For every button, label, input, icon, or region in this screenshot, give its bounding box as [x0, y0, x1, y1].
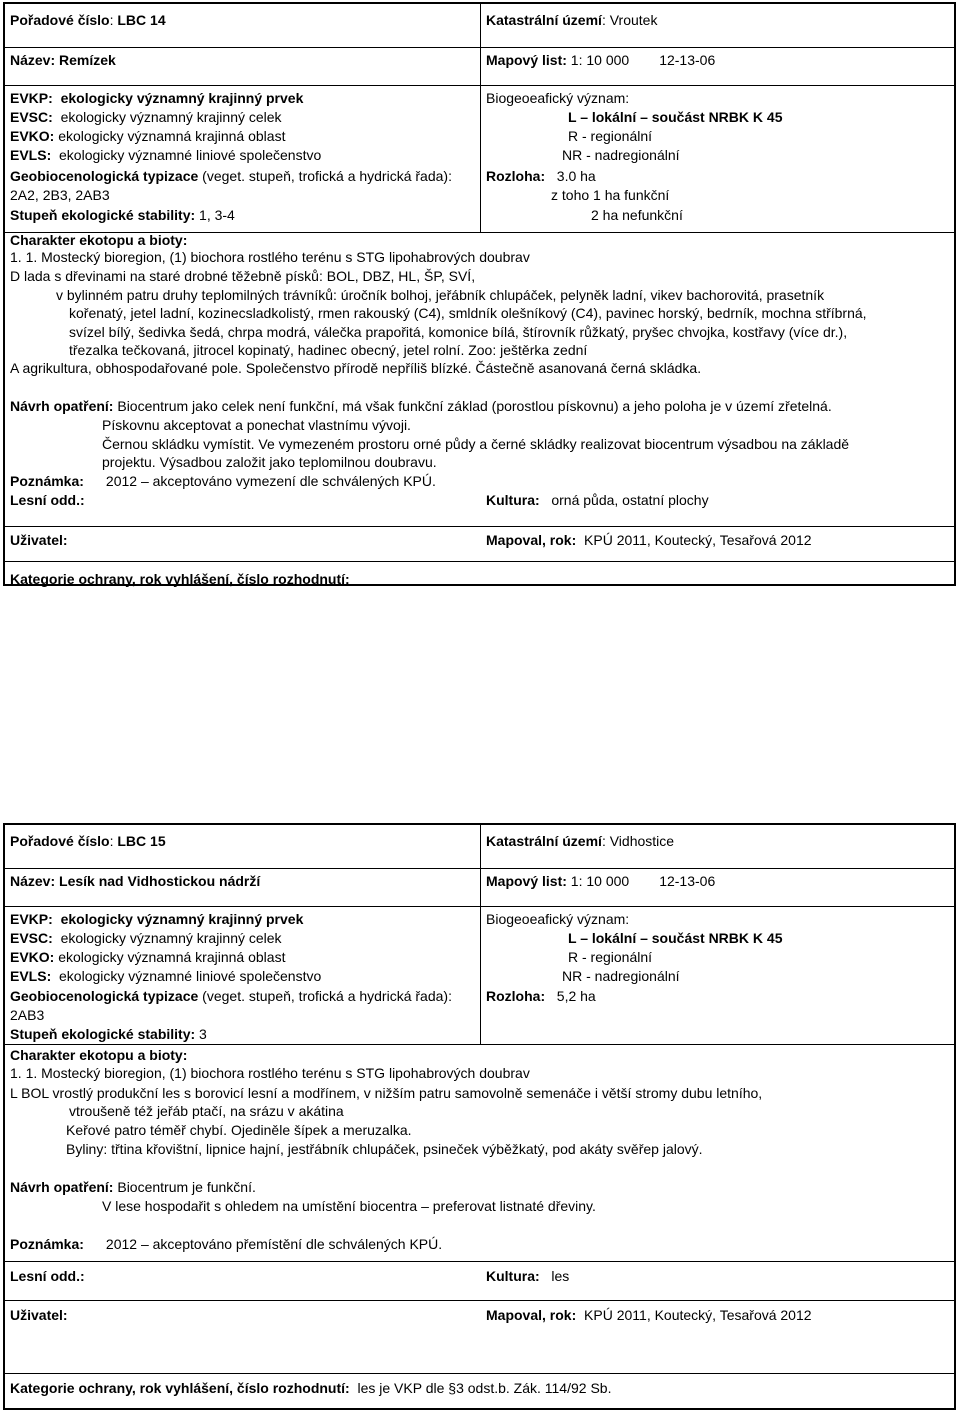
column-divider	[480, 868, 481, 906]
protection-category	[10, 1379, 611, 1397]
header-row	[5, 825, 954, 869]
habitat-line: kořenatý, jetel ladní, kozinecsladkolistý, rmen rakouský (C4), smldník olešníkový (C4), pavinec horský, bedrník, mochna stříbrná,	[69, 305, 867, 321]
habitat-line: Byliny: třtina křovištní, lipnice hajní, jestřábník chlupáček, psineček výběžkatý, pod akáty svěřep jalový.	[66, 1141, 703, 1157]
geo-label: Geobiocenologická typizace	[10, 988, 199, 1004]
user	[10, 531, 68, 549]
mapped-label: Mapoval, rok:	[486, 532, 577, 548]
evkp-line	[10, 89, 303, 108]
evls-line	[10, 967, 321, 986]
evko-label: EVKO:	[10, 128, 55, 144]
note	[10, 1235, 442, 1254]
description-row	[5, 1044, 954, 1262]
evkp-line	[10, 910, 303, 929]
evkp-label: EVKP:	[10, 90, 53, 106]
stability	[10, 1025, 207, 1044]
evkp-value: ekologicky významný krajinný prvek	[60, 911, 304, 927]
geo-label-detail: (veget. stupeň, trofická a hydrická řada):	[202, 988, 452, 1004]
column-divider	[480, 906, 481, 1044]
stability-value: 1, 3-4	[199, 207, 235, 223]
map-label: Mapový list:	[486, 873, 567, 889]
habitat-line: A agrikultura, obhospodařované pole. Společenstvo přírodě nepříliš blízké. Částečně asanovaná černá skládka.	[10, 360, 702, 376]
evko-line	[10, 127, 285, 146]
note	[10, 472, 436, 491]
header-row	[5, 4, 954, 48]
category-row	[5, 561, 954, 586]
habitat-line: 1. 1. Mostecký bioregion, (1) biochora rostlého terénu s STG lipohabrových doubrav	[10, 1065, 530, 1081]
map-sheet	[486, 51, 715, 69]
forest-label: Lesní odd.:	[10, 492, 85, 508]
evsc-line	[10, 108, 282, 127]
classification-row	[5, 85, 954, 233]
habitat-label	[10, 1046, 187, 1064]
evko-label: EVKO:	[10, 949, 55, 965]
evls-value: ekologicky významné liniové společenstvo	[59, 968, 322, 984]
name-label: Název:	[10, 52, 56, 68]
area-value: 3.0 ha	[556, 168, 596, 184]
id-value: LBC 15	[117, 833, 166, 849]
habitat-line: svízel bílý, šedivka šedá, chrpa modrá, válečka prapořitá, komonice bílá, štírovník růžkatý, pryšec chvojka, kostřavy (více dr.),	[69, 324, 848, 340]
culture	[486, 491, 709, 510]
area	[486, 167, 596, 186]
record-card-lbc14	[3, 2, 956, 586]
bio-supraregional: NR - nadregionální	[562, 968, 680, 984]
map-sheet	[486, 872, 715, 890]
id-label: Pořadové číslo	[10, 833, 110, 849]
forest-division	[10, 491, 85, 510]
mapped-by	[486, 531, 812, 549]
geo-label: Geobiocenologická typizace	[10, 168, 199, 184]
map-scale: 1: 10 000	[570, 873, 630, 889]
bio-supraregional: NR - nadregionální	[562, 147, 680, 163]
record-id: Pořadové číslo: LBC 14	[10, 12, 166, 28]
map-scale: 1: 10 000	[570, 52, 630, 68]
user	[10, 1306, 68, 1324]
geo-label-detail: (veget. stupeň, trofická a hydrická řada):	[202, 168, 452, 184]
measures-line: Černou skládku vymístit. Ve vymezeném prostoru orné půdy a černé skládky realizovat biocentrum výsadbou na základě	[102, 436, 850, 452]
measures-line: Pískovnu akceptovat a ponechat vlastnímu vývoji.	[102, 417, 411, 433]
measures-line: Biocentrum jako celek není funkční, má však funkční základ (porostlou pískovnu) a jeho poloha je v území zřetelná.	[117, 398, 832, 414]
mapped-by	[486, 1306, 812, 1324]
habitat-line: vtroušeně též jeřáb ptačí, na srázu v akátina	[69, 1103, 344, 1119]
bio-local-text: L – lokální – součást NRBK K 45	[568, 109, 783, 125]
cadastre-value: Vidhostice	[609, 833, 675, 849]
bio-local	[568, 929, 782, 948]
user-row	[5, 526, 954, 562]
area	[486, 987, 596, 1006]
mapped-label: Mapoval, rok:	[486, 1307, 577, 1323]
mapped-value: KPÚ 2011, Koutecký, Tesařová 2012	[584, 1307, 812, 1323]
culture	[486, 1267, 569, 1285]
area-functional: z toho 1 ha funkční	[551, 187, 670, 203]
cadastre-label: Katastrální území	[486, 12, 602, 28]
note-value: 2012 – akceptováno vymezení dle schválených KPÚ.	[105, 473, 436, 489]
habitat-line: v bylinném patru druhy teplomilných trávníků: úročník bolhoj, jeřábník chlupáček, pelyněk ladní, vikev bachorovitá, prasetník	[56, 287, 825, 303]
cadastre: Katastrální území: Vroutek	[486, 12, 658, 28]
forest-label: Lesní odd.:	[10, 1268, 85, 1284]
note-value: 2012 – akceptováno přemístění dle schválených KPÚ.	[105, 1236, 443, 1252]
record-name	[10, 872, 260, 890]
column-divider	[480, 85, 481, 232]
user-row	[5, 1300, 954, 1374]
column-divider	[480, 47, 481, 85]
evko-line	[10, 948, 285, 967]
mapped-value: KPÚ 2011, Koutecký, Tesařová 2012	[584, 532, 812, 548]
evkp-label: EVKP:	[10, 911, 53, 927]
forest-row	[5, 1261, 954, 1301]
habitat-line: L BOL vrostlý produkční les s borovicí lesní a modřínem, v nižším patru samovolně semenáče i větší stromy dubu letního,	[10, 1085, 763, 1101]
id-label: Pořadové číslo	[10, 12, 110, 28]
record-id: Pořadové číslo: LBC 15	[10, 833, 166, 849]
note-label: Poznámka:	[10, 1236, 84, 1252]
area-value: 5,2 ha	[556, 988, 596, 1004]
cadastre: Katastrální území: Vidhostice	[486, 833, 675, 849]
cadastre-value: Vroutek	[609, 12, 658, 28]
geo-typization	[10, 167, 452, 186]
map-sheet-number: 12-13-06	[659, 873, 716, 889]
evls-value: ekologicky významné liniové společenstvo	[59, 147, 322, 163]
evls-line	[10, 146, 321, 165]
stability-value: 3	[199, 1026, 207, 1042]
evsc-label: EVSC:	[10, 930, 53, 946]
geo-value: 2A2, 2B3, 2AB3	[10, 187, 110, 203]
stability-label: Stupeň ekologické stability:	[10, 207, 196, 223]
habitat-label-text: Charakter ekotopu a bioty:	[10, 232, 188, 248]
measures-label: Návrh opatření:	[10, 398, 114, 414]
culture-value: les	[551, 1268, 570, 1284]
category-label: Kategorie ochrany, rok vyhlášení, číslo rozhodnutí:	[10, 571, 350, 587]
name-value: Remízek	[59, 52, 116, 68]
measures-label: Návrh opatření:	[10, 1179, 114, 1195]
stability	[10, 206, 235, 225]
name-row	[5, 868, 954, 907]
measures-line: projektu. Výsadbou založit jako teplomilnou doubravu.	[102, 454, 437, 470]
category-label: Kategorie ochrany, rok vyhlášení, číslo rozhodnutí:	[10, 1380, 350, 1396]
evsc-label: EVSC:	[10, 109, 53, 125]
evsc-value: ekologicky významný krajinný celek	[60, 109, 282, 125]
evls-label: EVLS:	[10, 968, 52, 984]
evls-label: EVLS:	[10, 147, 52, 163]
evko-value: ekologicky významná krajinná oblast	[58, 128, 286, 144]
evko-value: ekologicky významná krajinná oblast	[58, 949, 286, 965]
record-name	[10, 51, 116, 69]
area-label: Rozloha:	[486, 168, 546, 184]
evkp-value: ekologicky významný krajinný prvek	[60, 90, 304, 106]
category-value: les je VKP dle §3 odst.b. Zák. 114/92 Sb.	[357, 1380, 612, 1396]
geo-value: 2AB3	[10, 1007, 45, 1023]
habitat-line: D lada s dřevinami na staré drobné těžebně písků: BOL, DBZ, HL, ŠP, SVÍ,	[10, 268, 476, 284]
cadastre-label: Katastrální území	[486, 833, 602, 849]
name-value: Lesík nad Vidhostickou nádrží	[59, 873, 261, 889]
description-row	[5, 232, 954, 527]
user-label: Uživatel:	[10, 1307, 68, 1323]
evsc-line	[10, 929, 282, 948]
bio-regional: R - regionální	[568, 949, 653, 965]
classification-row	[5, 906, 954, 1045]
column-divider	[480, 825, 481, 868]
bio-local-text: L – lokální – součást NRBK K 45	[568, 930, 783, 946]
measures	[10, 397, 832, 416]
user-label: Uživatel:	[10, 532, 68, 548]
name-row	[5, 47, 954, 86]
protection-category	[10, 570, 350, 588]
habitat-label-text: Charakter ekotopu a bioty:	[10, 1047, 188, 1063]
category-row	[5, 1373, 954, 1408]
measures	[10, 1178, 256, 1197]
stability-label: Stupeň ekologické stability:	[10, 1026, 196, 1042]
bio-label: Biogeoeafický význam:	[486, 90, 630, 106]
area-nonfunctional: 2 ha nefunkční	[591, 207, 683, 223]
habitat-line: 1. 1. Mostecký bioregion, (1) biochora rostlého terénu s STG lipohabrových doubrav	[10, 249, 530, 265]
column-divider	[480, 4, 481, 47]
measures-line: V lese hospodařit s ohledem na umístění biocentra – preferovat listnaté dřeviny.	[102, 1198, 596, 1214]
culture-label: Kultura:	[486, 1268, 540, 1284]
evsc-value: ekologicky významný krajinný celek	[60, 930, 282, 946]
culture-value: orná půda, ostatní plochy	[551, 492, 709, 508]
geo-typization	[10, 987, 452, 1006]
name-label: Název:	[10, 873, 56, 889]
forest-division	[10, 1267, 85, 1285]
map-sheet-number: 12-13-06	[659, 52, 716, 68]
habitat-label	[10, 231, 187, 249]
area-label: Rozloha:	[486, 988, 546, 1004]
bio-regional: R - regionální	[568, 128, 653, 144]
habitat-line: Keřové patro téměř chybí. Ojediněle šípek a meruzalka.	[66, 1122, 412, 1138]
habitat-line: třezalka tečkovaná, jitrocel kopinatý, hadinec obecný, jetel rolní. Zoo: ještěrka zední	[69, 342, 588, 358]
map-label: Mapový list:	[486, 52, 567, 68]
bio-local	[568, 108, 782, 127]
culture-label: Kultura:	[486, 492, 540, 508]
measures-line: Biocentrum je funkční.	[117, 1179, 256, 1195]
note-label: Poznámka:	[10, 473, 84, 489]
record-card-lbc15	[3, 823, 956, 1410]
bio-label: Biogeoeafický význam:	[486, 911, 630, 927]
id-value: LBC 14	[117, 12, 166, 28]
